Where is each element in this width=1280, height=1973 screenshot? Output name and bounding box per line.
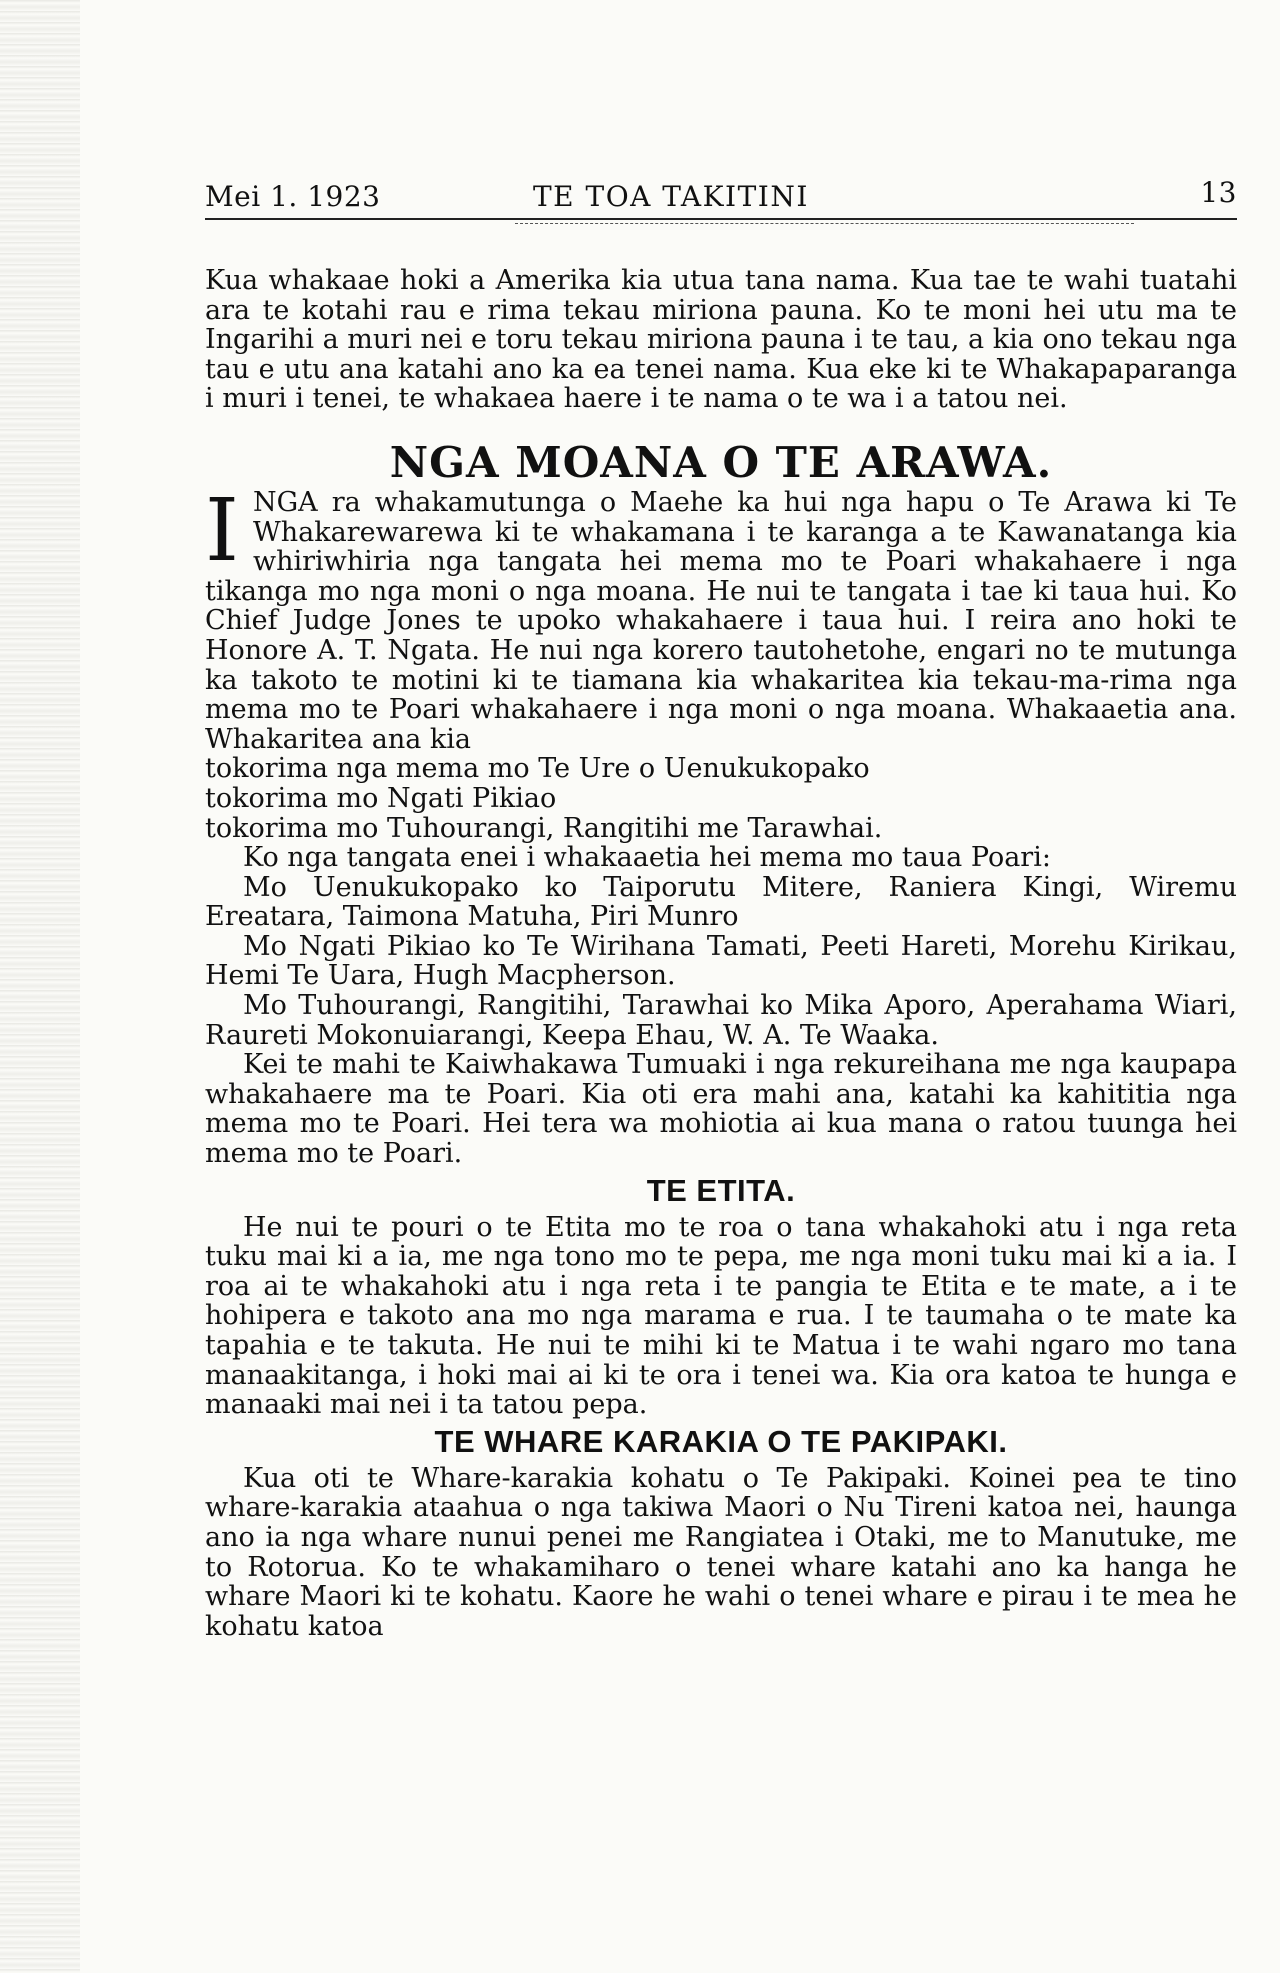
section1-paragraph [205,480,1237,755]
dropcap-letter: I [205,480,239,581]
section-heading-te-etita: TE ETITA. [646,1172,796,1208]
intro-text: Kua whakaae hoki a Amerika kia utua tana nama. Kua tae te wahi tuatahi ara te kotahi rau e rima tekau miriona pauna. Ko te moni hei utu ma te Ingarihi a muri nei e toru tekau miriona pauna i te tau, a kia ono tekau nga tau e utu ana katahi ano ka ea tenei nama. Kua eke ki te Whakapaparanga i muri i tenei, te whakaea haere i te nama o te wa i a tatou nei. [205,265,1237,415]
header-date: Mei 1. 1923 [205,180,381,213]
header-page-number: 13 [1200,176,1237,209]
member-list-item: Mo Uenukukopako ko Taiporutu Mitere, Raniera Kingi, Wiremu Ereatara, Taimona Matuha, Piri Munro [205,871,1237,933]
section2-body [205,1213,1237,1420]
header-rule [205,218,1237,220]
header-title: TE TOA TAKITINI [533,180,809,213]
member-list-item: Mo Tuhourangi, Rangitihi, Tarawhai ko Mika Aporo, Aperahama Wiari, Raureti Mokonuiarangi, Keepa Ehau, W. A. Te Waaka. [205,990,1237,1051]
section-heading-nga-moana: NGA MOANA O TE ARAWA. [389,437,1053,487]
list-line: tokorima nga mema mo Te Ure o Uenukukopako [205,753,870,785]
intro-paragraph [205,266,1237,414]
members-intro: Ko nga tangata enei i whakaaetia hei mema mo taua Poari: [243,842,1051,874]
section2-paragraph: He nui te pouri o te Etita mo te roa o tana whakahoki atu i nga reta tuku mai ki a ia, me nga tono mo te pepa, me nga moni tuku mai ki a ia. I roa ai te whakahoki atu i nga reta i te pangia te Etita e te mate, a i te hohipera e takoto ana mo nga marama e rua. I te taumaha o te mate ka tapahia e te takuta. He nui te mihi ki te Matua i te wahi ngaro mo tana manaakitanga, i hoki mai ai ki te ora i tenei wa. Kia ora katoa te hunga e manaaki mai nei i ta tatou pepa. [205,1211,1237,1421]
section3-paragraph: Kua oti te Whare-karakia kohatu o Te Pakipaki. Koinei pea te tino whare-karakia ataahua o nga takiwa Maori o Nu Tireni katoa nei, haunga ano ia nga whare nunui penei me Rangiatea i Otaki, me to Manutuke, me to Rotorua. Ko te whakamiharo o tenei whare katahi ano ka hanga he whare Maori ki te kohatu. Kaore he wahi o tenei whare e pirau i te mea he kohatu katoa [205,1462,1237,1642]
list-line: tokorima mo Ngati Pikiao [205,782,557,814]
section1-closing: Kei te mahi te Kaiwhakawa Tumuaki i nga rekureihana me nga kaupapa whakahaere ma te Poari. Kia oti era mahi ana, katahi ka kahititia nga mema mo te Poari. Hei tera wa mohiotia ai kua mana o ratou tuunga hei mema mo te Poari. [205,1049,1237,1170]
section1-body [205,480,1237,1170]
document-page [205,176,1237,1641]
list-line: tokorima mo Tuhourangi, Rangitihi me Tarawhai. [205,812,883,844]
page-binding-edge [0,0,80,1973]
section3-body [205,1464,1237,1642]
header-rule-dashed [515,223,1134,224]
section-heading-whare-karakia: TE WHARE KARAKIA O TE PAKIPAKI. [434,1423,1008,1459]
section1-paragraph-text: NGA ra whakamutunga o Maehe ka hui nga hapu o Te Arawa ki Te Whakarewarewa ki te whakamana i te karanga a te Kawanatanga kia whiriwhiria nga tangata hei mema mo te Poari whakahaere i nga tikanga mo nga moni o nga moana. He nui te tangata i tae ki taua hui. Ko Chief Judge Jones te upoko whakahaere i taua hui. I reira ano hoki te Honore A. T. Ngata. He nui nga korero tautohetohe, engari no te mutunga ka takoto te motini ki te tiamana kia whakaritea kia tekau-ma-rima nga mema mo te Poari whakahaere i nga moni o nga moana. Whakaaetia ana. Whakaritea ana kia [205,486,1237,755]
member-list-item: Mo Ngati Pikiao ko Te Wirihana Tamati, Peeti Hareti, Morehu Kirikau, Hemi Te Uara, Hugh Macpherson. [205,930,1237,992]
running-header [205,176,1237,218]
